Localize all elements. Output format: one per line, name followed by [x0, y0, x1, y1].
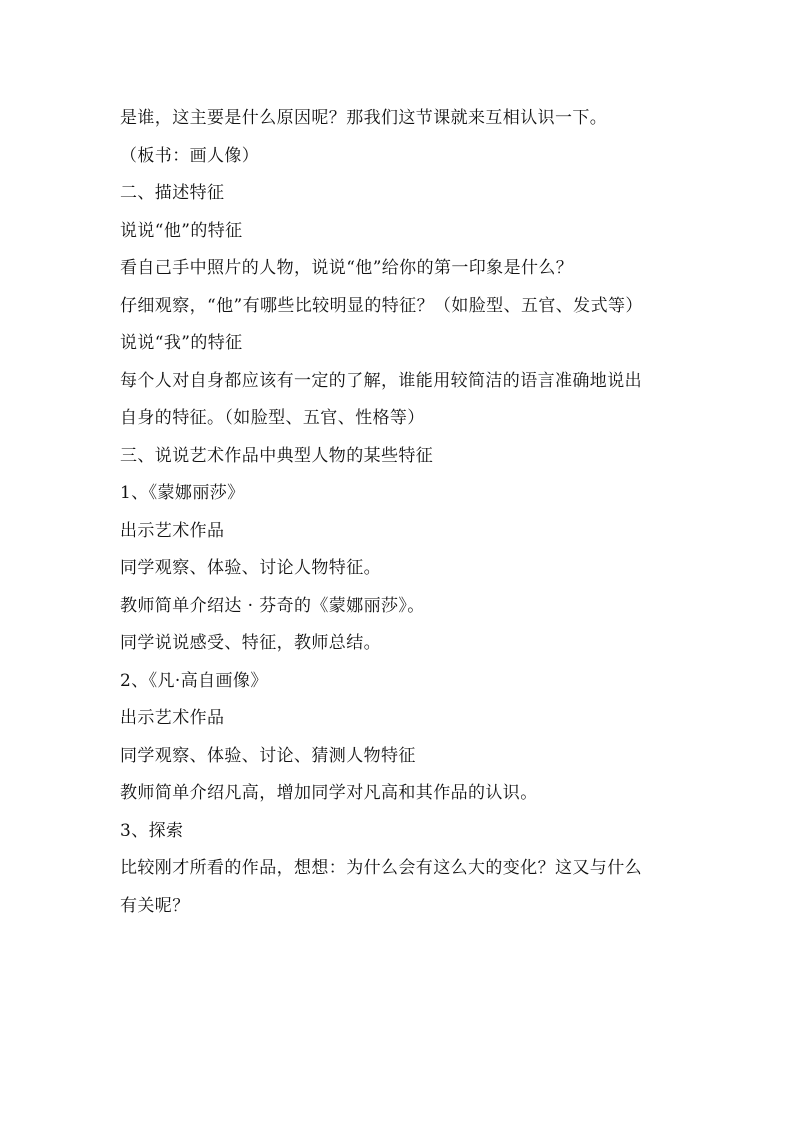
- text-line: 出示艺术作品: [120, 520, 225, 541]
- section-heading: 三、说说艺术作品中典型人物的某些特征: [120, 445, 434, 466]
- section-heading: 二、描述特征: [120, 183, 225, 203]
- text-line: 是谁，这主要是什么原因呢？那我们这节课就来互相认识一下。: [120, 108, 608, 128]
- text-line: 同学观察、体验、讨论、猜测人物特征: [120, 745, 416, 766]
- text-line: 同学观察、体验、讨论人物特征。: [120, 558, 381, 578]
- text-line: 教师简单介绍达 · 芬奇的《蒙娜丽莎》。: [120, 595, 425, 616]
- document-body: [120, 100, 690, 925]
- text-line: 看自己手中照片的人物，说说“他”给你的第一印象是什么？: [120, 258, 574, 278]
- text-line: 自身的特征。（如脸型、五官、性格等）: [120, 408, 425, 428]
- subheading: 说说“他”的特征: [120, 220, 243, 241]
- text-line: 有关呢？: [120, 895, 190, 916]
- text-line: 出示艺术作品: [120, 708, 225, 728]
- list-item-title: 3、探索: [120, 820, 184, 841]
- text-line: 教师简单介绍凡高，增加同学对凡高和其作品的认识。: [120, 783, 538, 803]
- text-line: 每个人对自身都应该有一定的了解，谁能用较简洁的语言准确地说出: [120, 370, 642, 391]
- list-item-title: 2、《凡·高自画像》: [120, 670, 268, 691]
- text-line: （板书：画人像）: [120, 145, 260, 166]
- subheading: 说说“我”的特征: [120, 333, 243, 353]
- list-item-title: 1、《蒙娜丽莎》: [120, 483, 245, 503]
- text-line: 仔细观察，“他”有哪些比较明显的特征？（如脸型、五官、发式等）: [120, 295, 643, 316]
- text-line: 同学说说感受、特征，教师总结。: [120, 633, 381, 653]
- text-line: 比较刚才所看的作品，想想：为什么会有这么大的变化？这又与什么: [120, 858, 642, 878]
